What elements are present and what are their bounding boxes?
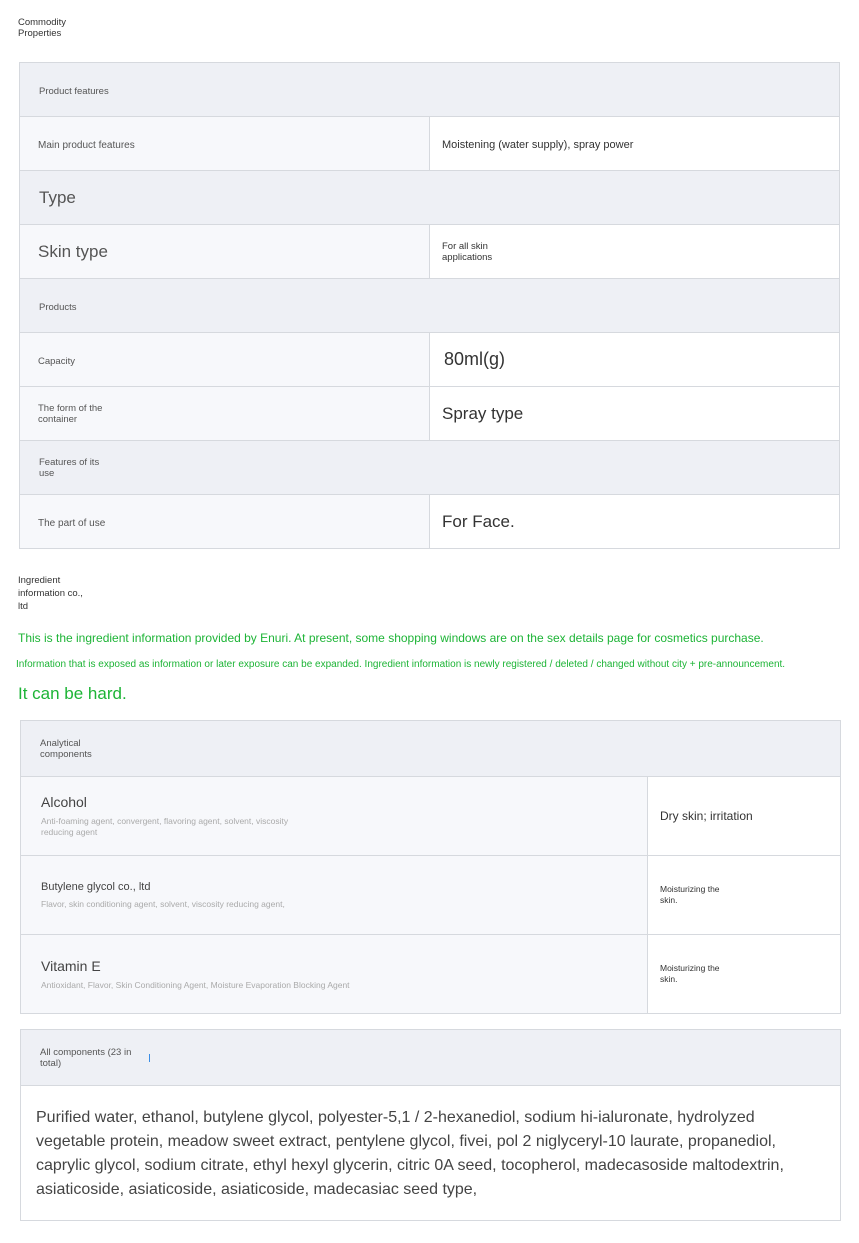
component-name: Butylene glycol co., ltd (41, 880, 151, 893)
property-label: Main product features (38, 139, 135, 151)
property-value: Moistening (water supply), spray power (442, 138, 634, 151)
all-components-list: Purified water, ethanol, butylene glycol, polyester-5,1 / 2-hexanediol, sodium hi-ialuronate, hydrolyzed vegetable protein, meadow sweet extract, pentylene glycol, fivei, pol 2 niglyceryl-10 laurate, propanediol, caprylic glycol, sodium citrate, ethyl hexyl glycerin, citric 0A seed, tocopherol, madecasoside maltodextrin, asiaticoside, asiaticoside, asiaticoside, madecasiac seed type, (36, 1109, 784, 1198)
component-effect: Moisturizing the skin. (660, 884, 720, 905)
section-label: Products (39, 301, 77, 313)
all-components-header (21, 1030, 840, 1086)
property-row-capacity (20, 333, 840, 387)
component-name: Alcohol (41, 794, 87, 810)
commodity-properties-table (19, 62, 840, 549)
commodity-properties-title: Commodity Properties (18, 17, 67, 39)
section-row-product-features (20, 63, 840, 117)
component-description: Anti-foaming agent, convergent, flavoring agent, solvent, viscosity reducing agent (41, 816, 289, 837)
notice-line-1: This is the ingredient information provided by Enuri. At present, some shopping windows are on the sex details page for cosmetics purchase. (18, 631, 764, 645)
component-description: Antioxidant, Flavor, Skin Conditioning Agent, Moisture Evaporation Blocking Agent (41, 979, 350, 990)
text-cursor-mark (149, 1054, 150, 1062)
component-description: Flavor, skin conditioning agent, solvent, viscosity reducing agent, (41, 898, 285, 909)
notice-line-2: Information that is exposed as information or later exposure can be expanded. Ingredient information is newly registered / deleted / changed without city + pre-announcement. (16, 659, 786, 670)
section-row-products (20, 279, 840, 333)
component-effect: Moisturizing the skin. (660, 963, 720, 984)
ingredient-info-title: Ingredient information co., ltd (18, 575, 83, 612)
section-label: Type (39, 187, 76, 207)
property-label: Skin type (38, 241, 108, 261)
property-row-main-features (20, 117, 840, 171)
property-value: 80ml(g) (444, 349, 506, 369)
section-row-use-features (20, 441, 840, 495)
analytical-components-title: Analytical components (40, 737, 92, 760)
analytical-components-header (21, 721, 840, 777)
property-row-container-form (20, 387, 840, 441)
section-row-type (20, 171, 840, 225)
property-label: The part of use (38, 517, 106, 529)
property-label: Capacity (38, 355, 75, 367)
property-row-skin-type (20, 225, 840, 279)
section-label: Features of its use (39, 456, 100, 479)
component-name: Vitamin E (41, 957, 101, 974)
property-value: Spray type (442, 403, 524, 423)
component-row (21, 777, 840, 855)
analytical-components-box (20, 720, 841, 1014)
all-components-box (20, 1029, 841, 1221)
component-row (21, 934, 840, 1013)
property-row-part-of-use (20, 495, 840, 549)
property-label: The form of the container (38, 402, 103, 425)
property-value: For all skin applications (442, 240, 493, 263)
notice-line-3: It can be hard. (18, 684, 127, 703)
component-row (21, 855, 840, 934)
all-components-title: All components (23 in total) (40, 1046, 132, 1069)
component-effect: Dry skin; irritation (660, 809, 753, 823)
property-value: For Face. (442, 511, 515, 531)
section-label: Product features (39, 85, 109, 97)
